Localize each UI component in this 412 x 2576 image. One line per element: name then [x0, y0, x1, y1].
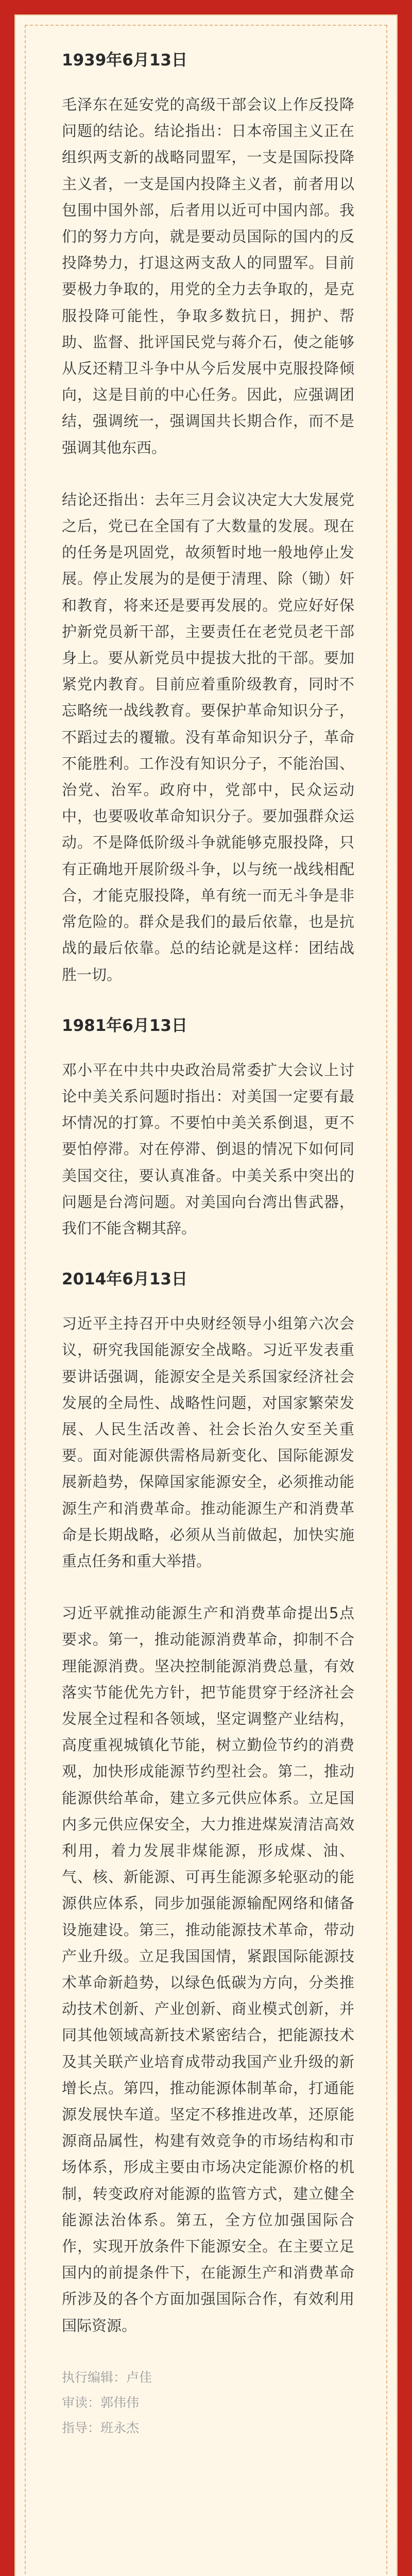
section-paragraph: 习近平就推动能源生产和消费革命提出5点要求。第一，推动能源消费革命，抑制不合理能源消费。坚决控制能源消费总量，有效落实节能优先方针，把节能贯穿于经济社会发展全过程和各领域，坚定调整产业结构，高度重视城镇化节能，树立勤俭节约的消费观，加快形成能源节约型社会。第二，推动能源供给革命，建立多元供应体系。立足国内多元供应保安全，大力推进煤炭清洁高效利用，着力发展非煤能源，形成煤、油、气、核、新能源、可再生能源多轮驱动的能源供应体系，同步加强能源输配网络和储备设施建设。第三，推动能源技术革命，带动产业升级。立足我国国情，紧跟国际能源技术革命新趋势，以绿色低碳为方向，分类推动技术创新、产业创新、商业模式创新，并同其他领域高新技术紧密结合，把能源技术及其关联产业培育成带动我国产业升级的新增长点。第四，推动能源体制革命，打通能源发展快车道。坚定不移推进改革，还原能源商品属性，构建有效竞争的市场结构和市场体系，形成主要由市场决定能源价格的机制，转变政府对能源的监管方式，建立健全能源法治体系。第五，全方位加强国际合作，实现开放条件下能源安全。在主要立足国内的前提条件下，在能源生产和消费革命所涉及的各个方面加强国际合作，有效利用国际资源。 — [62, 1604, 354, 2334]
section-date: 1939年6月13日 — [62, 51, 187, 70]
reviewer-credit: 审读：郭伟伟 — [62, 2395, 140, 2410]
article-credits — [62, 2365, 354, 2441]
section-paragraph: 毛泽东在延安党的高级干部会议上作反投降问题的结论。结论指出：日本帝国主义正在组织两支新的战略同盟军，一支是国际投降主义者，一支是国内投降主义者，前者用以包围中国外部，后者用以近可中国内部。我们的努力方向，就是要动员国际的国内的反投降势力，打退这两支敌人的同盟军。目前要极力争取的，用党的全力去争取的，是克服投降可能性，争取多数抗日，拥护、帮助、监督、批评国民党与蒋介石，使之能够从反还精卫斗争中从今后发展中克服投降倾向，这是目前的中心任务。因此，应强调团结，强调统一，强调国共长期合作，而不是强调其他东西。 — [62, 96, 354, 456]
guide-credit: 指导：班永杰 — [62, 2420, 140, 2435]
section-date: 1981年6月13日 — [62, 1016, 187, 1035]
article-content — [26, 26, 386, 2456]
editor-credit: 执行编辑：卢佳 — [62, 2369, 152, 2385]
section-date: 2014年6月13日 — [62, 1270, 187, 1289]
dashed-border — [25, 25, 387, 2576]
section-1939 — [62, 48, 354, 988]
section-paragraph: 结论还指出：去年三月会议决定大大发展党之后，党已在全国有了大数量的发展。现在的任务是巩固党，故须暂时地一般地停止发展。停止发展为的是便于清理、除（锄）奸和教育，将来还是要再发展的。党应好好保护新党员新干部，主要责任在老党员老干部身上。要从新党员中提拔大批的干部。要加紧党内教育。目前应着重阶级教育，同时不忘略统一战线教育。要保护革命知识分子，不蹈过去的覆辙。没有革命知识分子，革命不能胜利。工作没有知识分子，不能治国、治党、治军。政府中，党部中，民众运动中，也要吸收革命知识分子。要加强群众运动。不是降低阶级斗争就能够克服投降，只有正确地开展阶级斗争，以与统一战线相配合，才能克服投降，单有统一而无斗争是非常危险的。群众是我们的最后依靠，也是抗战的最后依靠。总的结论就是这样：团结战胜一切。 — [62, 490, 354, 984]
section-2014 — [62, 1267, 354, 2339]
article-card — [14, 14, 398, 2576]
section-paragraph: 邓小平在中共中央政治局常委扩大会议上讨论中美关系问题时指出：对美国一定要有最坏情况的打算。不要怕中美关系倒退，更不要怕停滞。对在停滞、倒退的情况下如何同美国交往，要认真准备。中美关系中突出的问题是台湾问题。对美国向台湾出售武器，我们不能含糊其辞。 — [62, 1061, 354, 1237]
section-1981 — [62, 1014, 354, 1242]
section-paragraph: 习近平主持召开中央财经领导小组第六次会议，研究我国能源安全战略。习近平发表重要讲话强调，能源安全是关系国家经济社会发展的全局性、战略性问题，对国家繁荣发展、人民生活改善、社会长治久安至关重要。面对能源供需格局新变化、国际能源发展新趋势，保障国家能源安全，必须推动能源生产和消费革命。推动能源生产和消费革命是长期战略，必须从当前做起，加快实施重点任务和重大举措。 — [62, 1315, 354, 1570]
